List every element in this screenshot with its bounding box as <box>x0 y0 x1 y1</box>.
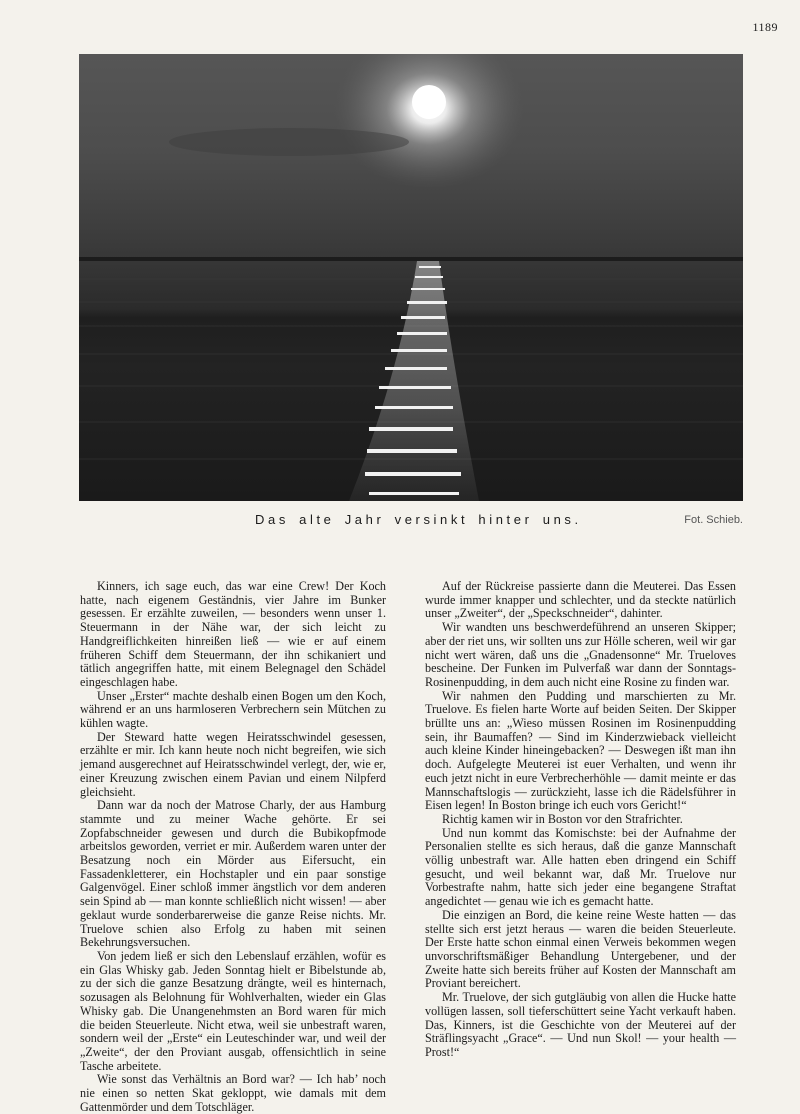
paragraph: Von jedem ließ er sich den Lebenslauf erzählen, wofür es ein Glas Whisky gab. Jeden Sonntag hielt er Bibelstunde ab, zu der sich die ganze Besatzung drängte, weil es hinternach, sozusagen als Belohnung für Wohlverhalten, wieder ein Glas Whisky gab. Die Unangenehmsten an Bord waren für mich die beiden Steuerleute. Nicht etwa, weil sie unbestraft waren, sondern weil der „Erste“ ein Leuteschinder war, und weil der „Zweite“, der den Proviant ausgab, offensichtlich in seine Tasche arbeitete. <box>80 948 386 1073</box>
paragraph: Unser „Erster“ machte deshalb einen Bogen um den Koch, während er an uns harmloseren Verbrechern sein Mütchen zu kühlen wagte. <box>80 688 386 731</box>
paragraph: Mr. Truelove, der sich gutgläubig von allen die Hucke hatte vollügen lassen, soll tieferschüttert seine Yacht verkauft haben. Das, Kinners, ist die Geschichte von der Meuterei auf der Sträflingsyacht „Grace“. — Und nun Skol! — your health — Prost!“ <box>425 990 736 1059</box>
article-right-column <box>425 580 736 1060</box>
paragraph: Dann war da noch der Matrose Charly, der aus Hamburg stammte und zu meiner Wache gehörte. Er sei Zopfabschneider gewesen und durch die Bubikopfmode arbeitslos geworden, verriet er mir. Außerdem waren unter der Besatzung noch ein Mörder aus Eifersucht, ein Fassadenkletterer, ein Hochstapler und ein paar sonstige Galgenvögel. Einer schloß immer ängstlich vor dem anderen sein Spind ab — man konnte schließlich nicht wissen! — aber geklaut wurde sonderbarerweise die ganze Reise nichts. Mr. Truelove schien also Erfolg zu haben mit seinen Bekehrungsversuchen. <box>80 798 386 950</box>
paragraph: Richtig kamen wir in Boston vor den Strafrichter. <box>442 811 683 826</box>
paragraph: Auf der Rückreise passierte dann die Meuterei. Das Essen wurde immer knapper und schlechter, und da steckte natürlich unser „Zweiter“, der „Speckschneider“, dahinter. <box>425 579 736 621</box>
photo-caption-row <box>79 512 743 532</box>
photo-credit: Fot. Schieb. <box>684 514 743 526</box>
paragraph: Wir wandten uns beschwerdeführend an unseren Skipper; aber der riet uns, wir sollten uns zur Hölle scheren, weil wir gar nicht wert wären, daß uns die „Gnadensonne“ Mr. Trueloves bescheine. Der Funken im Pulverfaß war dann der Sonntags-Rosinenpudding, in dem auch nicht eine Rosine zu finden war. <box>425 620 736 689</box>
paragraph: Der Steward hatte wegen Heiratsschwindel gesessen, erzählte er mir. Ich kann heute noch nicht begreifen, wie sich jemand ausgerechnet auf Heiratsschwindel verlegt, der, wie er, einer Kreuzung zwischen einem Pavian und einem Nilpferd gleichsieht. <box>80 729 386 799</box>
paragraph: Kinners, ich sage euch, das war eine Crew! Der Koch hatte, nach eigenem Geständnis, vier Jahre im Bunker gesessen. Er erzählte zuweilen, — besonders wenn unser 1. Steuermann in der Nähe war, der sich leicht zu Handgreiflichkeiten hinreißen ließ — wie er auf einem früheren Schiff dem Steuermann, der ihn schikaniert und tätlich angegriffen hatte, mit einem Belegnagel den Schädel eingeschlagen habe. <box>80 579 386 689</box>
photo-caption: Das alte Jahr versinkt hinter uns. <box>255 512 582 527</box>
article-left-column <box>80 580 386 1114</box>
paragraph: Wir nahmen den Pudding und marschierten zu Mr. Truelove. Es fielen harte Worte auf beiden Seiten. Der Skipper brüllte uns an: „Wieso müssen Rosinen im Rosinenpudding sein, ihr Baumaffen? — Sind im Kinderzwieback vielleicht auch kleine Kinder hineingebacken? — Deswegen ißt man ihn doch. Aufgelegte Meuterei ist euer Verhalten, und wenn ihr euch jetzt nicht in eure Verbrecherhöhle — damit meinte er das Mannschaftslogis — zurückzieht, lasse ich die Rädelsführer in Eisen legen! In Boston bringe ich euch vors Gericht!“ <box>425 688 736 813</box>
paragraph: Wie sonst das Verhältnis an Bord war? — Ich hab’ noch nie einen so netten Skat gekloppt, wie damals mit dem Gattenmörder und dem Totschläger. <box>80 1072 386 1114</box>
moon-over-sea-image <box>79 54 743 501</box>
page-number: 1189 <box>752 20 778 34</box>
sunset-sea-photo <box>79 54 743 501</box>
paragraph: Und nun kommt das Komischste: bei der Aufnahme der Personalien stellte es sich heraus, daß die ganze Mannschaft völlig unbestraft war. Alle hatten eben dringend ein Schiff gesucht, und weil bekannt war, daß Mr. Truelove nur Vorbestrafte nahm, hatte sich jeder eine begangene Straftat angedichtet — genau wie ich es gemacht hatte. <box>425 825 736 909</box>
paragraph: Die einzigen an Bord, die keine reine Weste hatten — das stellte sich erst jetzt heraus — waren die beiden Steuerleute. Der Erste hatte schon einmal einen Verweis bekommen wegen unvorschriftsmäßiger Behandlung Untergebener, und der Zweite hatte sich bereits früher auf Kosten der Mannschaft am Proviant bereichert. <box>425 907 736 991</box>
